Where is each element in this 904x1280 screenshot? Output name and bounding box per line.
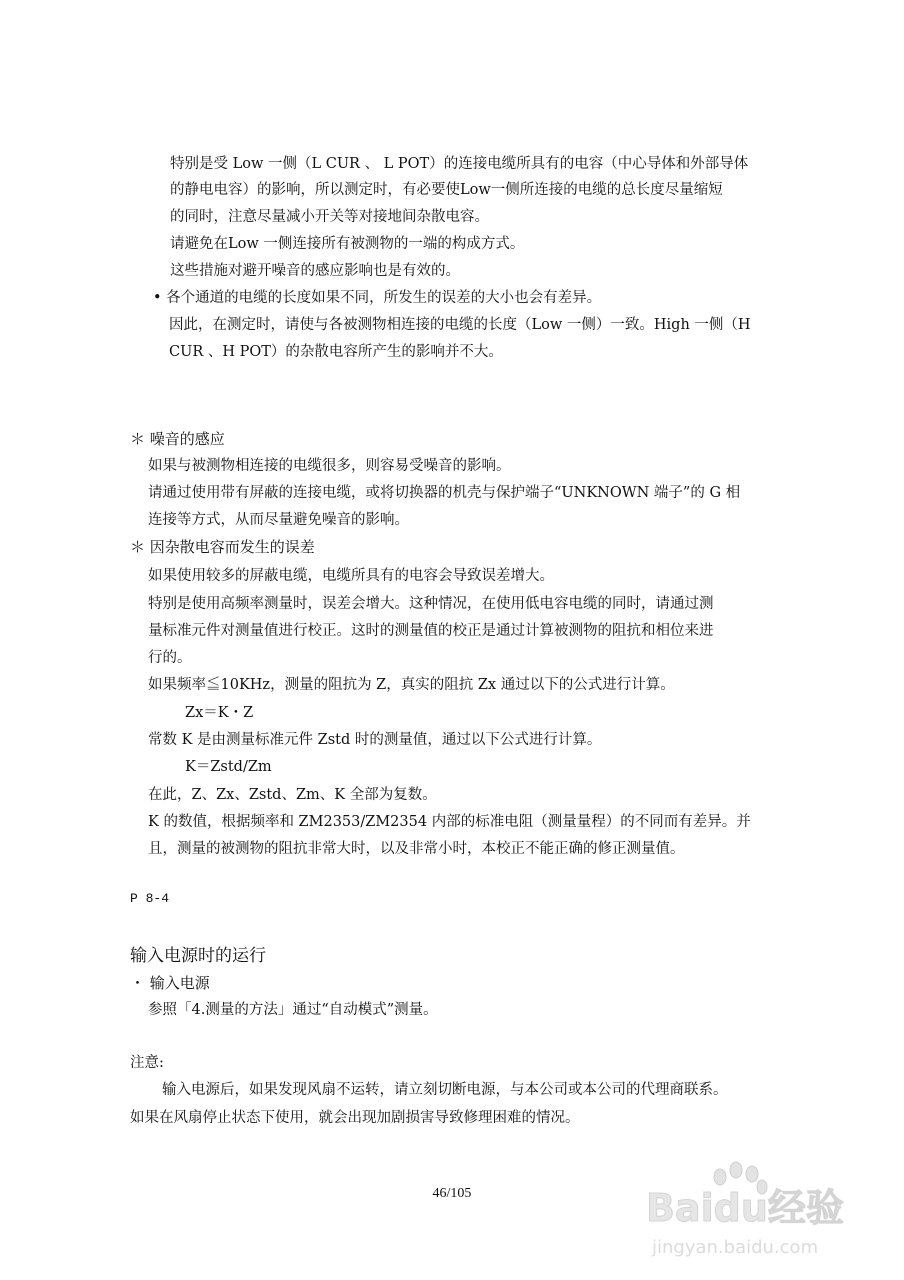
watermark-url: jingyan.baidu.com (652, 1237, 819, 1258)
paragraph-line: 如果频率≦10KHz，测量的阻抗为 Z，真实的阻抗 Zx 通过以下的公式进行计算。 (148, 677, 675, 693)
page-reference: P 8-4 (130, 891, 170, 906)
noise-heading: ＊ 噪音的感应 (130, 430, 225, 448)
section-subtitle: ・ 输入电源 (130, 974, 210, 992)
paragraph-line: 这些措施对避开噪音的感应影响也是有效的。 (170, 263, 460, 279)
formula-k: K＝Zstd/Zm (185, 759, 272, 775)
stray-heading: ＊ 因杂散电容而发生的误差 (130, 538, 315, 556)
paragraph-line: 如果与被测物相连接的电缆很多，则容易受噪音的影响。 (148, 458, 511, 474)
formula-zx: Zx＝K・Z (185, 705, 254, 721)
paragraph-line: CUR 、H POT）的杂散电容所产生的影响并不大。 (169, 344, 503, 360)
bullet-line: • 各个通道的电缆的长度如果不同，所发生的误差的大小也会有差异。 (153, 290, 602, 306)
note-line: 如果在风扇停止状态下使用，就会出现加剧损害导致修理困难的情况。 (130, 1110, 580, 1126)
paragraph-line: 特别是使用高频率测量时，误差会增大。这种情况，在使用低电容电缆的同时，请通过测 (148, 596, 714, 612)
paragraph-line: 且，测量的被测物的阻抗非常大时，以及非常小时，本校正不能正确的修正测量值。 (148, 841, 685, 857)
paragraph-line: 请通过使用带有屏蔽的连接电缆，或将切换器的机壳与保护端子“UNKNOWN 端子”的 G 相 (148, 485, 741, 501)
page-number: 46/105 (432, 1186, 472, 1201)
paragraph-line: 特别是受 Low 一侧（L CUR 、 L POT）的连接电缆所具有的电容（中心导体和外部导体 (170, 156, 749, 172)
watermark-brand: Baidu经验 (646, 1186, 844, 1230)
paragraph-line: 请避免在Low 一侧连接所有被测物的一端的构成方式。 (170, 236, 525, 252)
paragraph-line: 常数 K 是由测量标准元件 Zstd 时的测量值，通过以下公式进行计算。 (148, 732, 602, 748)
paragraph-line: K 的数值，根据频率和 ZM2353/ZM2354 内部的标准电阻（测量量程）的不同而有差异。并 (148, 814, 751, 830)
baidu-watermark-logo (644, 1155, 874, 1265)
paragraph-line: 如果使用较多的屏蔽电缆，电缆所具有的电容会导致误差增大。 (148, 568, 554, 584)
paragraph-line: 参照「4.测量的方法」通过“自动模式”测量。 (148, 1002, 438, 1018)
paragraph-line: 量标准元件对测量值进行校正。这时的测量值的校正是通过计算被测物的阻抗和相位来进 (148, 623, 714, 639)
paragraph-line: 的静电电容）的影响，所以测定时，有必要使Low一侧所连接的电缆的总长度尽量缩短 (170, 182, 723, 198)
section-title: 输入电源时的运行 (130, 946, 266, 966)
paragraph-line: 因此，在测定时，请使与各被测物相连接的电缆的长度（Low 一侧）一致。High 一侧（H (169, 317, 751, 333)
note-line: 输入电源后，如果发现风扇不运转，请立刻切断电源，与本公司或本公司的代理商联系。 (162, 1082, 728, 1098)
paragraph-line: 行的。 (148, 650, 192, 666)
paragraph-line: 连接等方式，从而尽量避免噪音的影响。 (148, 512, 409, 528)
note-label: 注意: (130, 1055, 164, 1071)
paragraph-line: 在此，Z、Zx、Zstd、Zm、K 全部为复数。 (148, 787, 437, 803)
paragraph-line: 的同时，注意尽量减小开关等对接地间杂散电容。 (170, 209, 489, 225)
